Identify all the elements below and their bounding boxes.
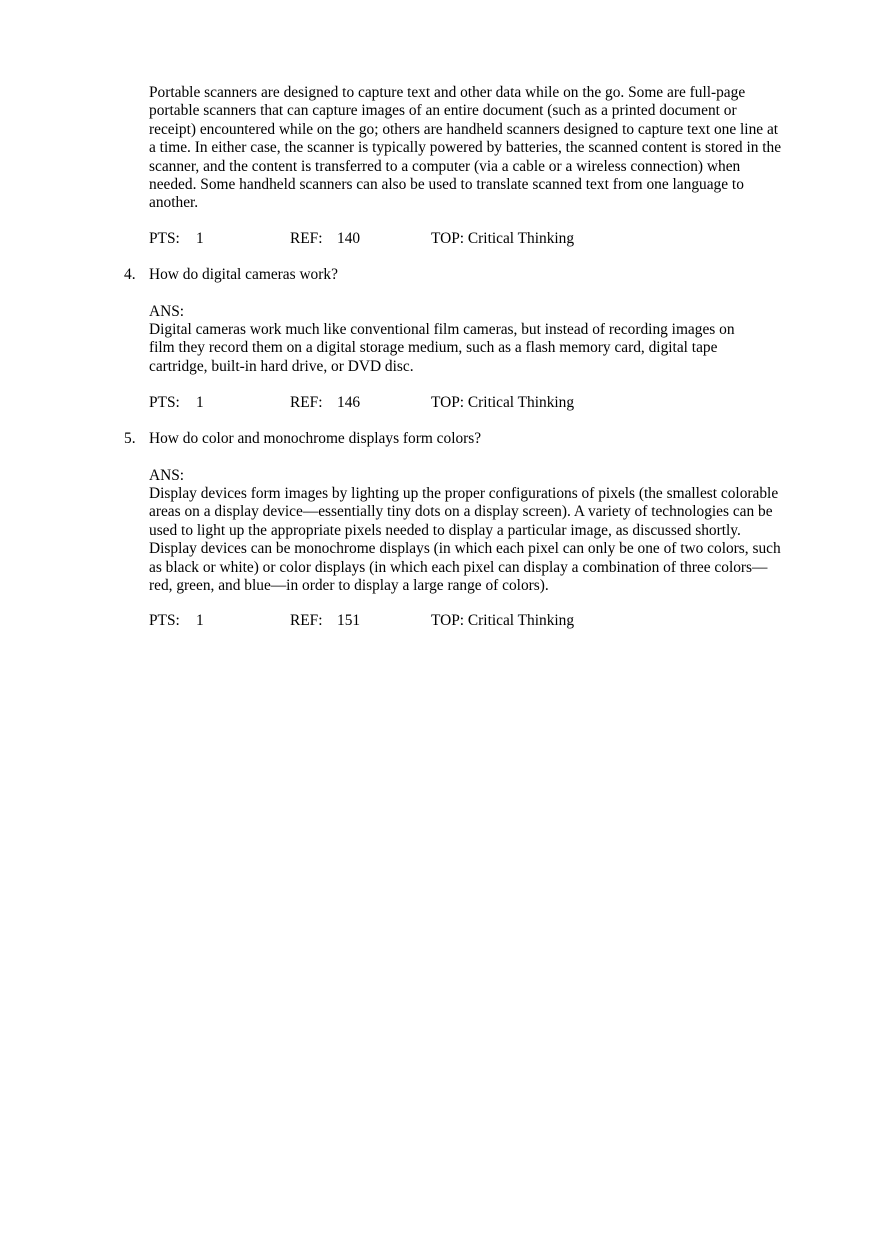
ref-value: 151 xyxy=(337,612,361,629)
pts-label: PTS: xyxy=(149,230,180,247)
question-5-meta xyxy=(149,612,805,631)
question-4-ans-label: ANS: xyxy=(149,303,185,320)
topic-label: TOP: Critical Thinking xyxy=(431,612,575,629)
pts-label: PTS: xyxy=(149,612,180,629)
pts-value: 1 xyxy=(196,394,204,411)
question-4-text: How do digital cameras work? xyxy=(149,266,338,283)
ref-value: 140 xyxy=(337,230,361,247)
pts-value: 1 xyxy=(196,230,204,247)
question-4-answer: Digital cameras work much like conventional film cameras, but instead of recording images on film they record them on a digital storage medium, such as a flash memory card, digital tape cartridge, built-in hard drive, or DVD disc. xyxy=(149,321,735,375)
ref-label: REF: xyxy=(290,230,323,247)
question-5-text: How do color and monochrome displays form colors? xyxy=(149,430,482,447)
question-5-number: 5. xyxy=(124,430,136,447)
pts-label: PTS: xyxy=(149,394,180,411)
pts-value: 1 xyxy=(196,612,204,629)
question-4-number: 4. xyxy=(124,266,136,283)
ref-label: REF: xyxy=(290,612,323,629)
topic-label: TOP: Critical Thinking xyxy=(431,230,575,247)
question-4-meta xyxy=(149,394,805,413)
question-5-answer: Display devices form images by lighting up the proper configurations of pixels (the smallest colorable areas on a display device—essentially tiny dots on a display screen). A variety of technologies can be used to light up the appropriate pixels needed to display a particular image, as discussed shortly. Display devices can be monochrome displays (in which each pixel can only be one of two colors, such as black or white) or color displays (in which each pixel can display a combination of three colors— red, green, and blue—in order to display a large range of colors). xyxy=(149,485,781,595)
scanner-answer-text: Portable scanners are designed to capture text and other data while on the go. Some are full-page portable scanners that can capture images of an entire document (such as a printed document or receipt) encountered while on the go; others are handheld scanners designed to capture text one line at a time. In either case, the scanner is typically powered by batteries, the scanned content is stored in the scanner, and the content is transferred to a computer (via a cable or a wireless connection) when needed. Some handheld scanners can also be used to translate scanned text from one language to another. xyxy=(149,84,782,212)
question-5-ans-label: ANS: xyxy=(149,467,185,484)
topic-label: TOP: Critical Thinking xyxy=(431,394,575,411)
ref-label: REF: xyxy=(290,394,323,411)
question-3-meta xyxy=(149,230,805,249)
ref-value: 146 xyxy=(337,394,361,411)
